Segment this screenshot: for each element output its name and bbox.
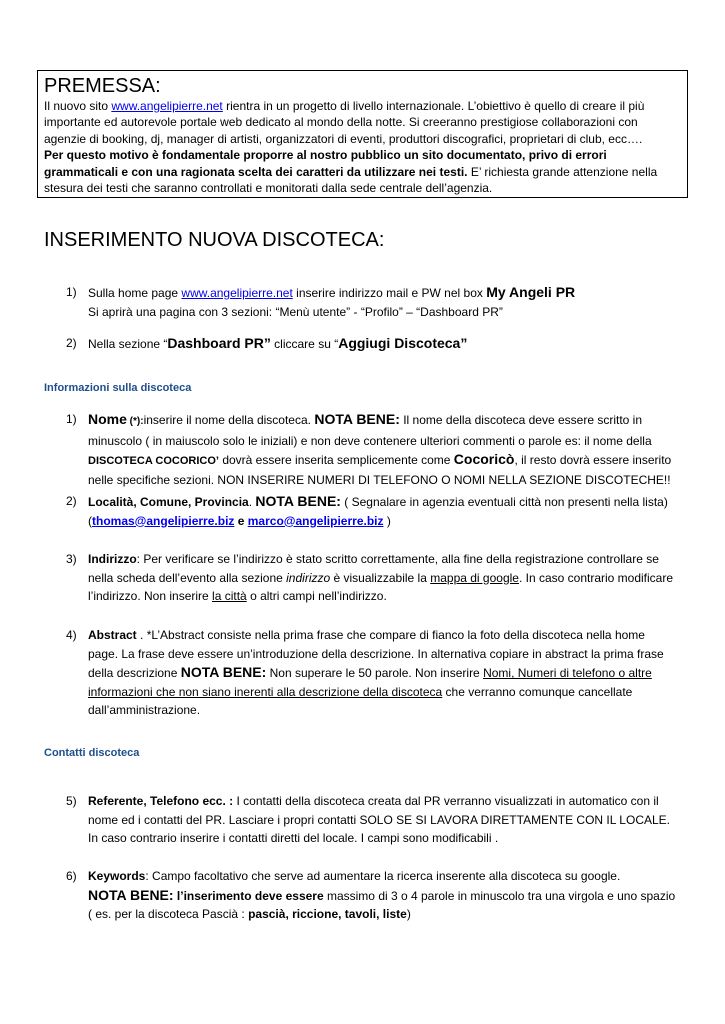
info-2: 2) Località, Comune, Provincia. NOTA BENE: ( Segnalare in agenzia eventuali città non presenti nella lista) (thomas@angelipierre.biz e marco@angelipierre.biz ) [66, 493, 668, 528]
email-thomas[interactable]: thomas@angelipierre.biz [92, 513, 235, 528]
info-4: 4) Abstract . *L’Abstract consiste nella prima frase che compare di fianco la foto della discoteca nella home page. La frase deve essere un’introduzione della descrizione. In alternativa copiare in abstract la prima frase della descrizione NOTA BENE: Non superare le 50 parole. Non inserire Nomi, Numeri di telefono o altre informazioni che non siano inerenti alla descrizione della discoteca che verranno comunque cancellate dall’amministrazione. [66, 628, 664, 718]
home-link[interactable]: www.angelipierre.net [181, 286, 293, 300]
step-2: 2) Nella sezione “Dashboard PR” cliccare su “Aggiugi Discoteca” [66, 335, 468, 351]
contact-5: 5) Referente, Telefono ecc. : I contatti della discoteca creata dal PR verranno visualizzati in automatico con il nome ed i contatti del PR. Lasciare i propri contatti SOLO SE SI LAVORA DIRETTAMENTE CON IL LOCALE. In caso contrario inserire i contatti diretti del locale. I campi sono modificabili . [66, 794, 670, 846]
contact-6: 6) Keywords: Campo facoltativo che serve ad aumentare la ricerca inserente alla discoteca su google. NOTA BENE: l’inserimento deve essere massimo di 3 o 4 parole in minuscolo tra una virgola e uno spazio ( es. per la discoteca Pascià : pascià, riccione, tavoli, liste) [66, 869, 676, 922]
info-3: 3) Indirizzo: Per verificare se l’indirizzo è stato scritto correttamente, alla fine della registrazione controllare se nella scheda dell’evento alla sezione indirizzo è visualizzabile la mappa di google. In caso contrario modificare l’indirizzo. Non inserire la città o altri campi nell’indirizzo. [66, 552, 674, 604]
subheading-info: Informazioni sulla discoteca [44, 382, 192, 394]
step-1: 1) Sulla home page www.angelipierre.net inserire indirizzo mail e PW nel box My Angeli PR Si aprirà una pagina con 3 sezioni: “Menù utente” - “Profilo” – “Dashboard PR” [66, 284, 576, 319]
email-marco[interactable]: marco@angelipierre.biz [247, 513, 384, 528]
site-link[interactable]: www.angelipierre.net [111, 99, 223, 113]
subheading-contacts: Contatti discoteca [44, 747, 140, 759]
premessa-text: Il nuovo sito www.angelipierre.net rientra in un progetto di livello internazionale. L’obiettivo è quello di creare il più importante ed autorevole portale web dedicato al mondo della notte. Si creeranno prestigiose collaborazioni con agenzie di booking, dj, manager di artisti, organizzatori di eventi, produttori discografici, proprietari di club, ecc…. Per questo motivo è fondamentale proporre al nostro pubblico un sito documentato, privo di errori grammaticali e con una ragionata scelta dei caratteri da utilizzare nei testi. E’ richiesta grande attenzione nella stesura dei testi che saranno controllati e monitorati dalla sede centrale dell’agenzia. [44, 99, 658, 196]
premessa-title: PREMESSA: [44, 75, 161, 97]
info-1: 1) Nome (*):inserire il nome della discoteca. NOTA BENE: Il nome della discoteca deve essere scritto in minuscolo ( in maiuscolo solo le iniziali) e non deve contenere ulteriori commenti o parole es: il nome della DISCOTECA COCORICO’ dovrà essere inserita semplicemente come Cocoricò, il resto dovrà essere inserito nelle specifiche sezioni. NON INSERIRE NUMERI DI TELEFONO O NOMI NELLA SEZIONE DISCOTECHE!! [66, 411, 672, 487]
premessa-box [37, 70, 688, 198]
section-title: INSERIMENTO NUOVA DISCOTECA: [44, 229, 385, 251]
